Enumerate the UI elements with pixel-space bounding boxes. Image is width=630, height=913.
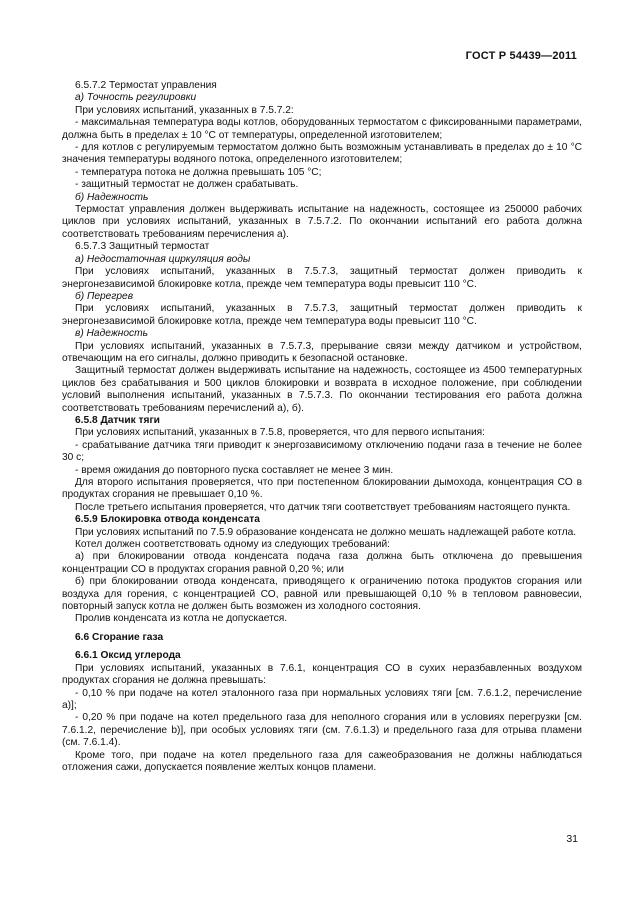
list-item: - 0,20 % при подаче на котел предельного газа для неполного сгорания или в условиях перегрузки [см. 7.6.1.2, перечисление b)], при особых условиях тяги (см. 7.6.1.3) и предельного газа для отрыва пламени (см. 7.6.1.4). (62, 712, 582, 749)
paragraph: Для второго испытания проверяется, что при постепенном блокировании дымохода, концентрация СО в продуктах сгорания не превышает 0,10 %. (62, 477, 582, 501)
document-body (62, 80, 582, 774)
item-reliability: в) Надежность (75, 328, 148, 340)
page-number: 31 (566, 833, 578, 845)
paragraph: При условиях испытаний, указанных в 7.5.7.3, защитный термостат должен приводить к энергонезависимой блокировке котла, прежде чем температура воды превысит 110 °С. (62, 303, 582, 327)
item-overheat: б) Перегрев (75, 290, 134, 302)
heading-6-5-7-2: 6.5.7.2 Термостат управления (75, 80, 217, 91)
heading-6-5-7-3: 6.5.7.3 Защитный термостат (75, 241, 210, 253)
list-item: а) при блокировании отвода конденсата подача газа должна быть отключена до превышения концентрации СО в продуктах сгорания равной 0,20 %; или (62, 551, 582, 575)
paragraph: После третьего испытания проверяется, что датчик тяги соответствует требованиям настоящего пункта. (75, 501, 571, 513)
list-item: - 0,10 % при подаче на котел эталонного газа при нормальных условиях тяги [см. 7.6.1.2, перечисление а)]; (62, 687, 582, 711)
item-reliability: б) Надежность (75, 191, 149, 203)
heading-6-5-8: 6.5.8 Датчик тяги (75, 414, 160, 426)
list-item: б) при блокировании отвода конденсата, приводящего к ограничению потока продуктов сгорания или воздуха для горения, с концентрацией СО, равной или превышающей 0,10 % в тепловом равновесии, повторный запуск котла не должен быть возможен из холодного состояния. (62, 576, 582, 613)
heading-6-5-9: 6.5.9 Блокировка отвода конденсата (75, 514, 260, 526)
paragraph: При условиях испытаний, указанных в 7.6.1, концентрация СО в сухих неразбавленных воздухом продуктах сгорания не должна превышать: (62, 662, 582, 687)
list-item: - защитный термостат не должен срабатывать. (75, 179, 299, 191)
list-item: - максимальная температура воды котлов, оборудованных термостатом с фиксированными параметрами, должна быть в пределах ± 10 °С от температуры, определенной изготовителем; (62, 117, 582, 141)
heading-6-6-1: 6.6.1 Оксид углерода (75, 650, 181, 662)
document-code: ГОСТ Р 54439—2011 (465, 50, 577, 62)
list-item: - для котлов с регулируемым термостатом должно быть возможным устанавливать в пределах до ± 10 °С значения температуры водяного потока, определенного изготовителем; (62, 142, 582, 166)
paragraph: Кроме того, при подаче на котел предельного газа для сажеобразования не должны наблюдаться отложения сажи, допускается появление желтых концов пламени. (62, 749, 582, 773)
paragraph: Защитный термостат должен выдерживать испытание на надежность, состоящее из 4500 температурных циклов без срабатывания и 500 циклов блокировки и возврата в исходное положение, при соблюдении условий выполнения испытаний, указанных в 7.5.7.3. По окончании тестирования его работа должна соответствовать требованиям перечислений а), б). (62, 365, 582, 414)
paragraph: Пролив конденсата из котла не допускается. (75, 613, 288, 625)
item-accuracy: а) Точность регулировки (75, 92, 197, 104)
heading-6-6: 6.6 Сгорание газа (75, 631, 164, 643)
list-item: - время ожидания до повторного пуска составляет не менее 3 мин. (75, 464, 394, 476)
paragraph: При условиях испытаний, указанных в 7.5.8, проверяется, что для первого испытания: (75, 427, 486, 439)
paragraph: Термостат управления должен выдерживать испытание на надежность, состоящее из 250000 рабочих циклов при условиях испытаний, указанных в 7.5.7.2. По окончании испытаний его работа должна соответствовать требованиям перечисления а). (62, 204, 582, 240)
paragraph: При условиях испытаний по 7.5.9 образование конденсата не должно мешать надлежащей работе котла. (75, 526, 577, 538)
list-item: - срабатывание датчика тяги приводит к энергозависимому отключению подачи газа в течение не более 30 с; (62, 439, 582, 464)
list-item: - температура потока не должна превышать 105 °С; (75, 166, 322, 178)
paragraph: Котел должен соответствовать одному из следующих требований: (75, 539, 390, 551)
item-insufficient-circulation: а) Недостаточная циркуляция воды (75, 253, 251, 265)
paragraph: При условиях испытаний, указанных в 7.5.7.3, защитный термостат должен приводить к энергонезависимой блокировке котла, прежде чем температура воды превысит 110 °С. (62, 266, 582, 290)
paragraph: При условиях испытаний, указанных в 7.5.7.3, прерывание связи между датчиком и устройством, отвечающим на его сигналы, должно приводить к безопасной остановке. (62, 340, 582, 364)
paragraph: При условиях испытаний, указанных в 7.5.7.2: (75, 104, 294, 116)
